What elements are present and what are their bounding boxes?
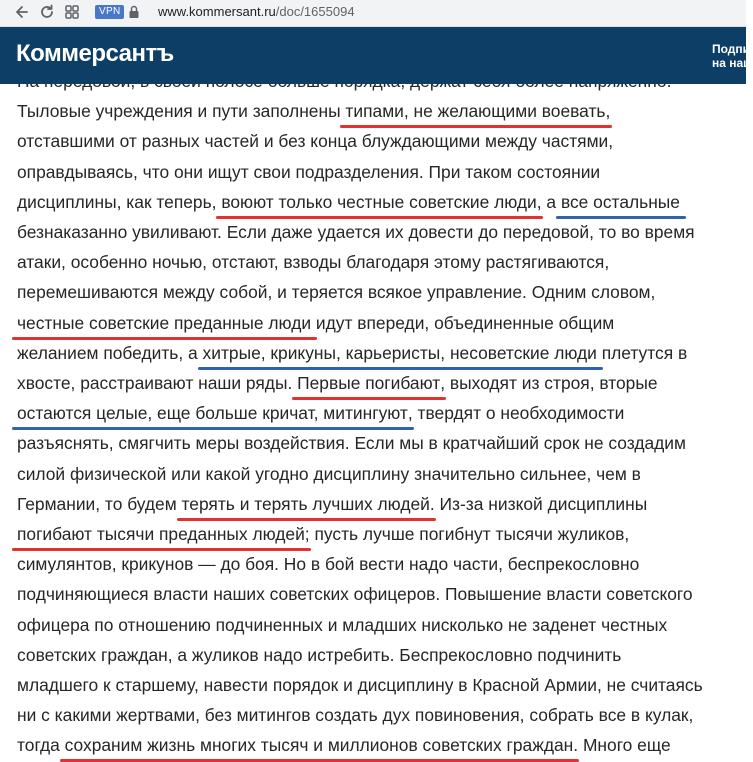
red-underlined-phrase: погибают тысячи преданных людей	[17, 524, 305, 544]
text-segment: дисциплины, как теперь,	[17, 191, 222, 212]
article-line	[17, 281, 655, 303]
site-logo[interactable]: Коммерсантъ	[16, 40, 174, 67]
article-line	[17, 463, 641, 485]
text-segment: перемешиваются между собой, и теряется всякое управление. Одним словом,	[17, 282, 656, 303]
text-segment: , а	[536, 191, 561, 212]
article-line	[17, 583, 693, 605]
red-underlined-phrase: терять и терять лучших людей	[181, 493, 430, 514]
article-body	[17, 74, 746, 760]
text-segment: подчиняющиеся власти наших советских офицеров. Повышение власти советского	[17, 584, 693, 605]
blue-underlined-phrase: все остальные	[560, 191, 680, 212]
article-line	[17, 221, 695, 243]
article-line	[17, 161, 600, 183]
article-line	[17, 402, 624, 424]
text-segment: безнаказанно увиливают. Если даже удается их довести до передовой, то во время	[17, 222, 695, 242]
subscribe-line-1: Подпи	[712, 42, 751, 56]
article-line	[17, 674, 703, 696]
text-segment: идут впереди, объединенные общим	[311, 312, 615, 333]
article-line	[17, 130, 613, 152]
red-underlined-phrase: воюют только честные советские люди	[221, 191, 537, 212]
text-segment: ни с какими жертвами, без митингов создать дух повиновения, собрать все в кулак,	[17, 705, 694, 726]
text-segment: офицера по отношению подчиненных и младших нисколько не заденет честных	[17, 614, 668, 635]
site-header	[0, 26, 753, 84]
subscribe-link[interactable]	[712, 42, 753, 70]
red-underlined-phrase: Первые погибают	[297, 373, 441, 393]
article-line	[17, 100, 610, 122]
article-line	[17, 704, 693, 726]
article-line	[17, 251, 609, 273]
blue-underlined-phrase: хитрые, крикуны, карьеристы, несоветские люди	[202, 342, 597, 363]
article-line	[17, 493, 647, 515]
text-segment: ,	[605, 101, 611, 122]
text-segment: ; пусть лучше погибнут тысячи жуликов,	[304, 524, 630, 544]
text-segment: атаки, особенно ночью, отстают, взводы благодаря этому растягиваются,	[17, 252, 610, 273]
article-line	[17, 734, 671, 756]
url-domain: www.kommersant.ru	[158, 4, 276, 19]
article-line	[17, 372, 658, 394]
lock-icon[interactable]	[128, 5, 140, 19]
reload-icon[interactable]	[39, 4, 55, 20]
address-bar[interactable]	[158, 4, 355, 19]
text-segment: Германии, то будем	[17, 493, 182, 514]
blue-underlined-phrase: остаются целые, еще больше кричат, митингуют	[17, 403, 408, 424]
text-segment: плетутся в	[596, 342, 688, 363]
article-line	[17, 432, 686, 454]
article-line	[17, 614, 667, 636]
url-path: /doc/1655094	[275, 4, 355, 19]
article-line	[17, 191, 680, 213]
text-segment: силой физической или какой угодно дисциплину значительно сильнее, чем в	[17, 463, 641, 484]
text-segment: . Из-за низкой дисциплины	[429, 493, 648, 514]
text-segment: Тыловые учреждения и пути заполнены	[17, 101, 346, 122]
red-underlined-phrase: сохраним жизнь многих тысяч и миллионов советских граждан	[64, 735, 574, 756]
text-segment: оправдываясь, что они ищут свои подразделения. При таком состоянии	[17, 161, 601, 182]
text-segment: . Много еще	[573, 735, 671, 756]
red-underlined-phrase: типами, не желающими воевать	[345, 101, 606, 122]
text-segment: , твердят о необходимости	[407, 403, 625, 424]
article-line	[17, 553, 639, 575]
text-segment: хвосте, расстраивают наши ряды.	[17, 373, 298, 393]
vpn-badge[interactable]: VPN	[95, 5, 124, 19]
subscribe-line-2: на наш	[712, 56, 753, 70]
article-line	[17, 523, 629, 545]
back-arrow-icon[interactable]	[14, 4, 30, 20]
text-segment: отставшими от разных частей и без конца блуждающими между частями,	[17, 131, 614, 152]
text-segment: желанием победить, а	[17, 342, 203, 363]
text-segment: симулянтов, крикунов — до боя. Но в бой вести надо части, беспрекословно	[17, 554, 640, 575]
text-segment: разъяснять, смягчить меры воздействия. Если мы в кратчайший срок не создадим	[17, 433, 686, 454]
text-segment: тогда	[17, 735, 65, 756]
text-segment: младшего к старшему, навести порядок и дисциплину в Красной Армии, не считаясь	[17, 675, 703, 695]
article-line	[17, 342, 687, 364]
browser-toolbar	[0, 0, 746, 27]
text-segment: , выходят из строя, вторые	[440, 373, 658, 393]
red-underlined-phrase: честные советские преданные люди	[17, 312, 312, 333]
text-segment: советских граждан, а жуликов надо истребить. Беспрекословно подчинить	[17, 644, 622, 665]
tabs-grid-icon[interactable]	[64, 4, 80, 20]
article-line	[17, 644, 621, 666]
article-line	[17, 312, 614, 334]
